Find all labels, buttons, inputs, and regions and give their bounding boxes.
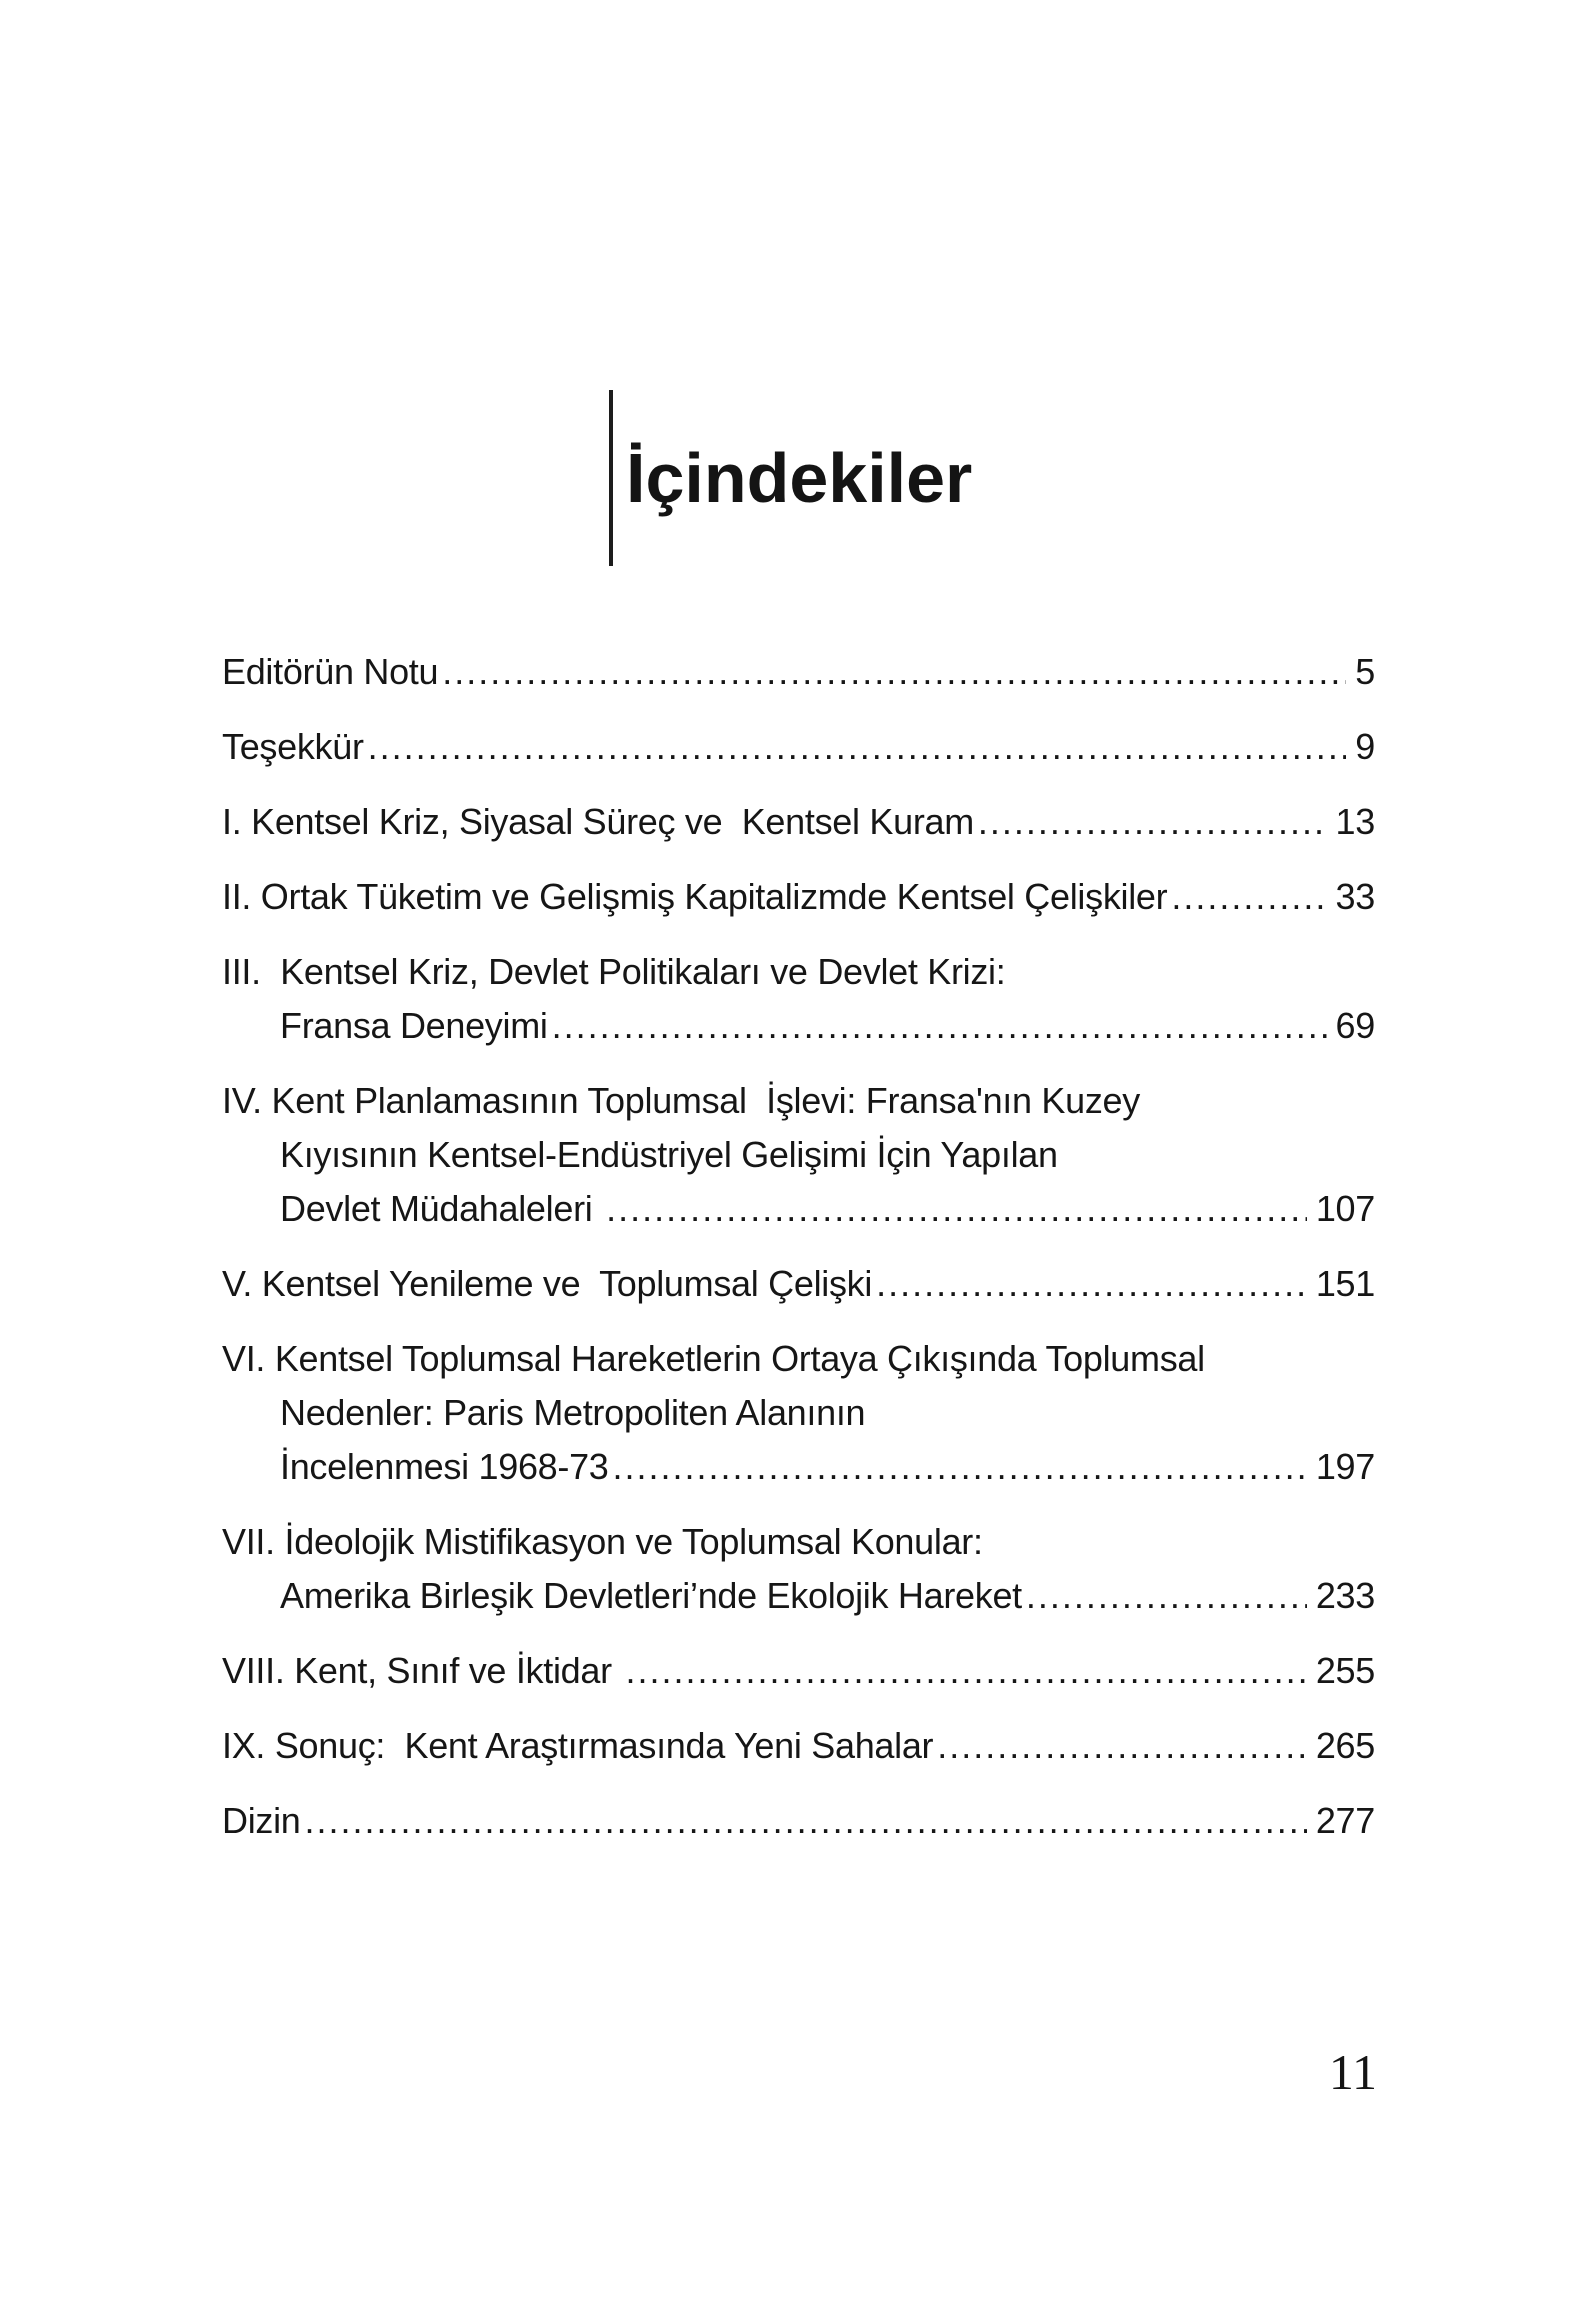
dot-leader (442, 645, 1346, 699)
toc-entry-line (222, 1257, 1375, 1311)
toc-entry-line (222, 720, 1375, 774)
toc-entry-line (222, 645, 1375, 699)
toc-entry-text: III. Kentsel Kriz, Devlet Politikaları ve Devlet Krizi: (222, 951, 1006, 992)
toc-entry (222, 645, 1375, 699)
dot-leader (1171, 870, 1326, 924)
toc-entry-text: Dizin (222, 1800, 301, 1841)
toc-page-number: 233 (1315, 1575, 1375, 1616)
toc-entry (222, 1257, 1375, 1311)
toc-entry-line (222, 870, 1375, 924)
toc-page-number: 69 (1335, 1005, 1375, 1046)
dot-leader (876, 1257, 1307, 1311)
page-title: İçindekiler (626, 439, 973, 517)
toc-page-number: 255 (1315, 1650, 1375, 1691)
toc-entry-line (222, 1794, 1375, 1848)
toc-entry (222, 870, 1375, 924)
dot-leader (368, 720, 1347, 774)
toc-entry (222, 795, 1375, 849)
toc-entry (222, 1332, 1375, 1494)
toc-page-number: 33 (1335, 876, 1375, 917)
toc-page-number: 277 (1315, 1800, 1375, 1841)
dot-leader (937, 1719, 1307, 1773)
toc-entry-line (222, 1386, 1375, 1440)
toc-entry-line (222, 1515, 1375, 1569)
toc-entry-line (222, 945, 1375, 999)
toc-page-number: 9 (1355, 726, 1375, 767)
toc-entry-text: V. Kentsel Yenileme ve Toplumsal Çelişki (222, 1263, 873, 1304)
toc-entry (222, 945, 1375, 1053)
dot-leader (1026, 1569, 1307, 1623)
toc-entry-line (222, 795, 1375, 849)
toc-entry-text: Devlet Müdahaleleri (280, 1188, 603, 1229)
toc-page-number: 265 (1315, 1725, 1375, 1766)
toc-entry-text: VIII. Kent, Sınıf ve İktidar (222, 1650, 622, 1691)
toc-entry-line (222, 1644, 1375, 1698)
toc-entry-text: IV. Kent Planlamasının Toplumsal İşlevi: Fransa'nın Kuzey (222, 1080, 1140, 1121)
toc-page-number: 5 (1355, 651, 1375, 692)
toc-entry (222, 1794, 1375, 1848)
toc-entry (222, 1644, 1375, 1698)
toc-entry-text: Fransa Deneyimi (280, 1005, 548, 1046)
toc-entry-text: IX. Sonuç: Kent Araştırmasında Yeni Sahalar (222, 1725, 934, 1766)
toc-entry-text: Kıyısının Kentsel-Endüstriyel Gelişimi İçin Yapılan (280, 1134, 1058, 1175)
toc-list (222, 645, 1375, 1869)
toc-page-number: 107 (1315, 1188, 1375, 1229)
toc-entry-text: VII. İdeolojik Mistifikasyon ve Toplumsal Konular: (222, 1521, 983, 1562)
toc-entry-line (222, 1569, 1375, 1623)
toc-entry-text: VI. Kentsel Toplumsal Hareketlerin Ortaya Çıkışında Toplumsal (222, 1338, 1205, 1379)
dot-leader (606, 1182, 1307, 1236)
toc-entry (222, 720, 1375, 774)
toc-entry-text: İncelenmesi 1968-73 (280, 1446, 609, 1487)
toc-entry-line (222, 1332, 1375, 1386)
toc-entry-line (222, 1074, 1375, 1128)
dot-leader (613, 1440, 1307, 1494)
toc-title-block (609, 390, 972, 566)
footer-page-number: 11 (1328, 2044, 1377, 2100)
dot-leader (552, 999, 1327, 1053)
toc-entry (222, 1515, 1375, 1623)
dot-leader (305, 1794, 1307, 1848)
toc-entry-text: I. Kentsel Kriz, Siyasal Süreç ve Kentsel Kuram (222, 801, 974, 842)
toc-entry-text: Editörün Notu (222, 651, 439, 692)
dot-leader (978, 795, 1327, 849)
toc-page-number: 151 (1315, 1263, 1375, 1304)
toc-page-number: 13 (1335, 801, 1375, 842)
toc-entry-line (222, 1440, 1375, 1494)
toc-page-number: 197 (1315, 1446, 1375, 1487)
toc-entry (222, 1719, 1375, 1773)
dot-leader (625, 1644, 1306, 1698)
toc-entry-line (222, 1719, 1375, 1773)
toc-entry-text: Teşekkür (222, 726, 364, 767)
toc-entry-text: II. Ortak Tüketim ve Gelişmiş Kapitalizmde Kentsel Çelişkiler (222, 876, 1168, 917)
toc-entry-line (222, 999, 1375, 1053)
toc-entry-text: Nedenler: Paris Metropoliten Alanının (280, 1392, 866, 1433)
toc-entry-line (222, 1128, 1375, 1182)
toc-entry-line (222, 1182, 1375, 1236)
toc-entry-text: Amerika Birleşik Devletleri’nde Ekolojik Hareket (280, 1575, 1022, 1616)
toc-entry (222, 1074, 1375, 1236)
